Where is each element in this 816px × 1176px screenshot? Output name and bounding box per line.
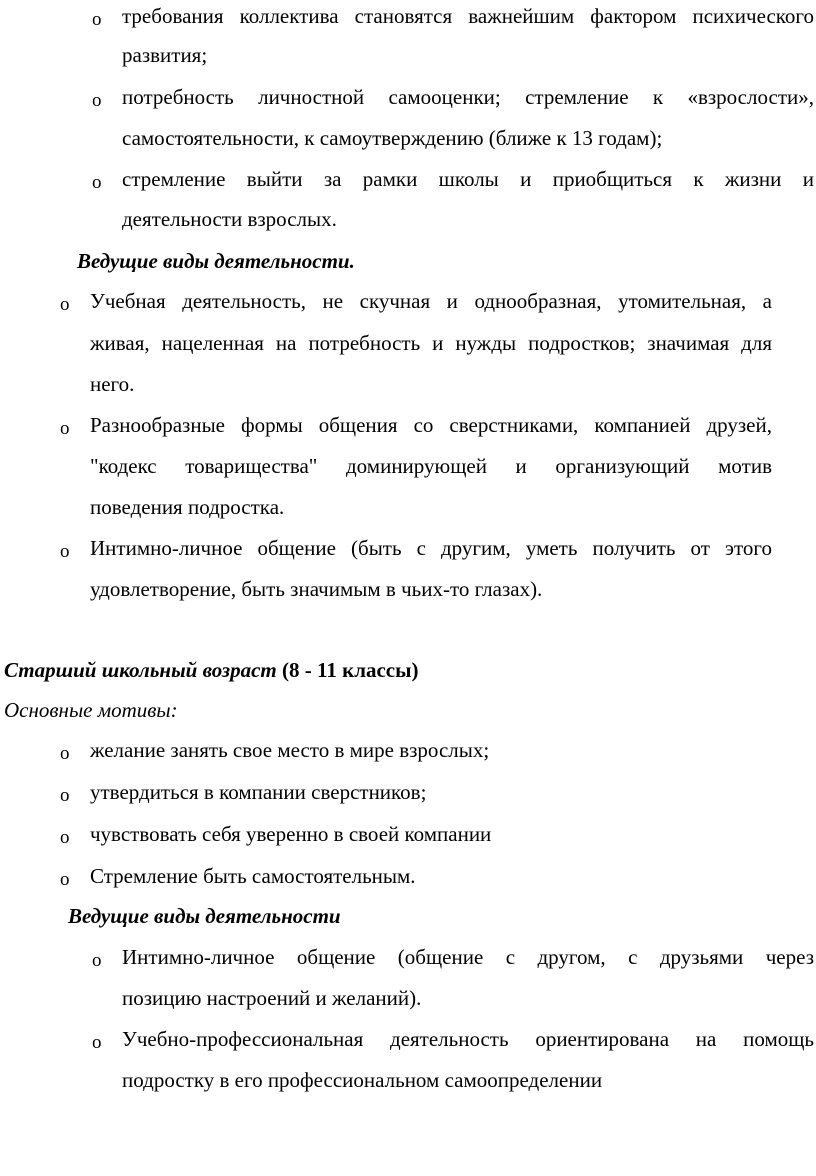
list-item-text: удовлетворение, быть значимым в чьих-то глазах). bbox=[90, 577, 543, 601]
list-item-text: самостоятельности, к самоутверждению (ближе к 13 годам); bbox=[122, 126, 663, 150]
list-item-text: желание занять свое место в мире взрослых; bbox=[90, 738, 490, 762]
bullet-marker: o bbox=[92, 950, 102, 971]
list-item-text: Интимно-личное общение (общение с другом, с друзьями через bbox=[122, 945, 814, 969]
bullet-marker: o bbox=[60, 294, 70, 315]
section-title bbox=[4, 660, 419, 681]
bullet-marker: o bbox=[60, 827, 70, 848]
bullet-marker: o bbox=[92, 90, 102, 111]
list-item-text: деятельности взрослых. bbox=[122, 207, 337, 231]
list-item-text: стремление выйти за рамки школы и приобщиться к жизни и bbox=[122, 167, 814, 191]
list-item-text: развития; bbox=[122, 43, 208, 67]
list-item-text: живая, нацеленная на потребность и нужды подростков; значимая для bbox=[90, 331, 772, 355]
section-title-italic: Старший школьный возраст bbox=[4, 658, 277, 682]
section-title-bold: (8 - 11 классы) bbox=[282, 658, 419, 682]
list-item-text: Учебно-профессиональная деятельность ориентирована на помощь bbox=[122, 1027, 814, 1051]
list-item-text: него. bbox=[90, 372, 135, 396]
list-item-text: "кодекс товарищества" доминирующей и организующий мотив bbox=[90, 454, 772, 478]
bullet-marker: o bbox=[92, 172, 102, 193]
bullet-marker: o bbox=[60, 869, 70, 890]
list-item-text: подростку в его профессиональном самоопределении bbox=[122, 1068, 603, 1092]
list-item-text: чувствовать себя уверенно в своей компании bbox=[90, 822, 492, 846]
section-heading: Ведущие виды деятельности. bbox=[77, 249, 355, 273]
bullet-marker: o bbox=[60, 541, 70, 562]
list-item-text: поведения подростка. bbox=[90, 495, 285, 519]
bullet-marker: o bbox=[92, 1032, 102, 1053]
list-item-text: утвердиться в компании сверстников; bbox=[90, 780, 427, 804]
bullet-marker: o bbox=[60, 785, 70, 806]
motives-label: Основные мотивы: bbox=[4, 698, 178, 722]
bullet-marker: o bbox=[60, 418, 70, 439]
bullet-marker: o bbox=[92, 9, 102, 30]
list-item-text: Разнообразные формы общения со сверстниками, компанией друзей, bbox=[90, 413, 772, 437]
list-item-text: Интимно-личное общение (быть с другим, уметь получить от этого bbox=[90, 536, 772, 560]
list-item-text: потребность личностной самооценки; стремление к «взрослости», bbox=[122, 85, 814, 109]
bullet-marker: o bbox=[60, 743, 70, 764]
list-item-text: Стремление быть самостоятельным. bbox=[90, 864, 416, 888]
list-item-text: позицию настроений и желаний). bbox=[122, 986, 422, 1010]
list-item-text: Учебная деятельность, не скучная и однообразная, утомительная, а bbox=[90, 289, 772, 313]
section-heading: Ведущие виды деятельности bbox=[68, 904, 341, 928]
list-item-text: требования коллектива становятся важнейшим фактором психического bbox=[122, 4, 814, 28]
